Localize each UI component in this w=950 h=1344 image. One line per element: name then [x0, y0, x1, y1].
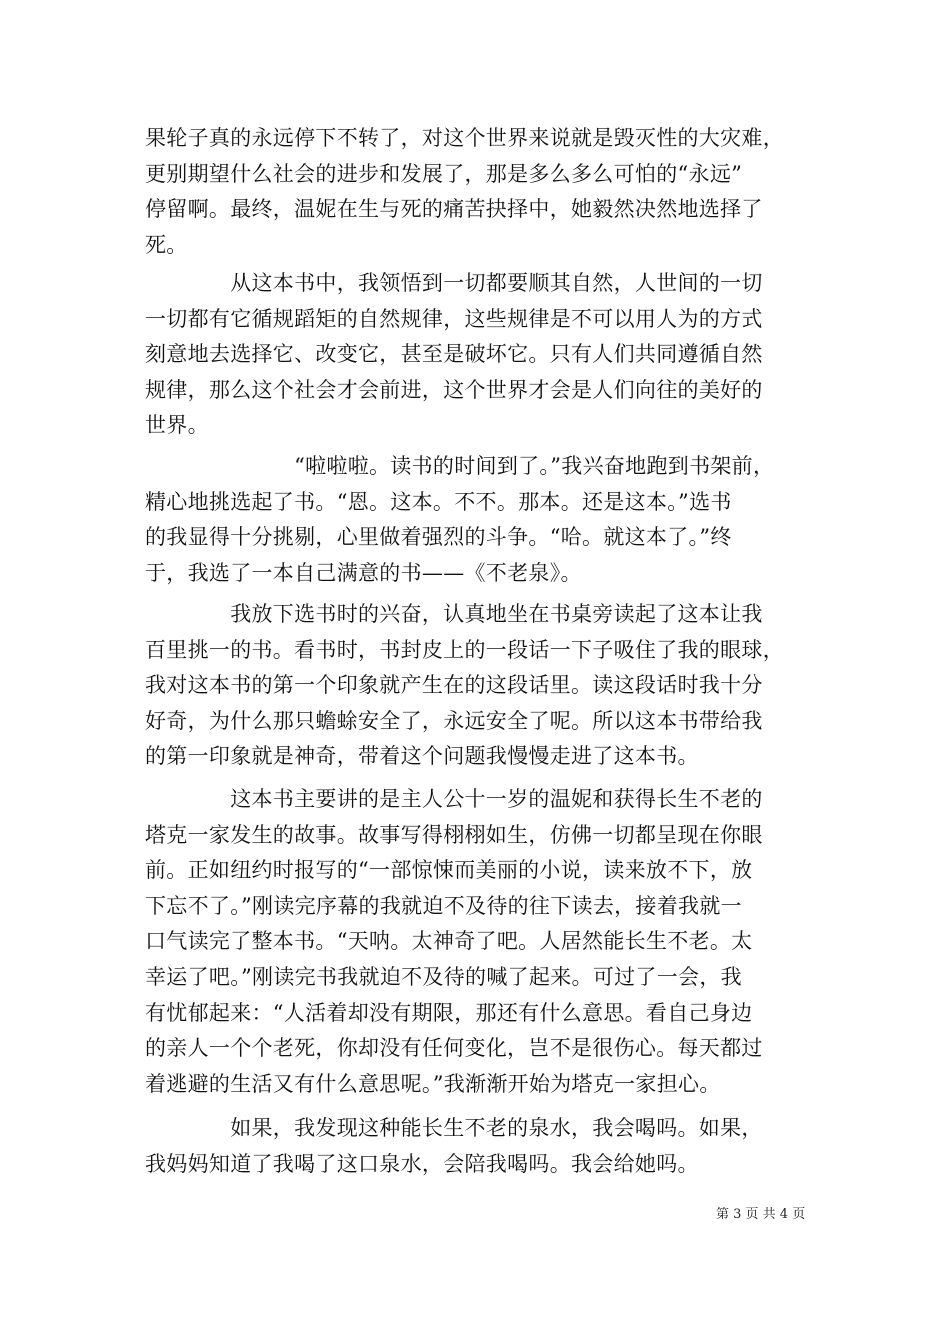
- text-line: 着逃避的生活又有什么意思呢。”我渐渐开始为塔克一家担心。: [145, 1071, 721, 1096]
- text-line: 前。正如纽约时报写的“一部惊悚而美丽的小说，读来放不下，放: [145, 858, 753, 883]
- text-line: 世界。: [145, 413, 209, 438]
- text-line: 果轮子真的永远停下不转了，对这个世界来说就是毁灭性的大灾难，: [145, 126, 784, 150]
- text-line: 于，我选了一本自己满意的书——《不老泉》。: [145, 560, 582, 585]
- text-line: 刻意地去选择它、改变它，甚至是破坏它。只有人们共同遵循自然: [145, 342, 763, 367]
- text-line: 更别期望什么社会的进步和发展了，那是多么多么可怕的“永远”: [145, 161, 743, 186]
- page-number: 第 3 页 共 4 页: [716, 1207, 806, 1222]
- text-line: 下忘不了。”刚读完序幕的我就迫不及待的往下读去，接着我就一: [145, 893, 742, 918]
- text-line: 有忧郁起来：“人活着却没有期限，那还有什么意思。看自己身边: [145, 1000, 753, 1025]
- paragraph-6: [145, 1111, 810, 1182]
- text-line: 口气读完了整本书。“天呐。太神奇了吧。人居然能长生不老。太: [145, 929, 753, 954]
- text-line: 死。: [145, 232, 188, 257]
- text-line: 我妈妈知道了我喝了这口泉水，会陪我喝吗。我会给她吗。: [145, 1151, 699, 1176]
- text-line: 从这本书中，我领悟到一切都要顺其自然，人世间的一切: [145, 271, 763, 295]
- text-line: 我对这本书的第一个印象就产生在的这段话里。读这段话时我十分: [145, 673, 763, 698]
- text-line: “啦啦啦。读书的时间到了。”我兴奋地跑到书架前，: [145, 454, 775, 478]
- text-line: 这本书主要讲的是主人公十一岁的温妮和获得长生不老的: [145, 787, 763, 811]
- text-line: 塔克一家发生的故事。故事写得栩栩如生，仿佛一切都呈现在你眼: [145, 822, 763, 847]
- paragraph-1: [145, 121, 810, 263]
- paragraph-3: [145, 449, 810, 591]
- text-line: 如果，我发现这种能长生不老的泉水，我会喝吗。如果，: [145, 1116, 763, 1140]
- text-line: 的我显得十分挑剔，心里做着强烈的斗争。“哈。就这本了。”终: [145, 525, 732, 550]
- text-line: 一切都有它循规蹈矩的自然规律，这些规律是不可以用人为的方式: [145, 306, 763, 331]
- text-line: 的亲人一个个老死，你却没有任何变化，岂不是很伤心。每天都过: [145, 1036, 763, 1061]
- text-line: 的第一印象就是神奇，带着这个问题我慢慢走进了这本书。: [145, 744, 699, 769]
- text-line: 好奇，为什么那只蟾蜍安全了，永远安全了呢。所以这本书带给我: [145, 708, 763, 733]
- text-line: 停留啊。最终，温妮在生与死的痛苦抉择中，她毅然决然地选择了: [145, 197, 763, 222]
- text-line: 精心地挑选起了书。“恩。这本。不不。那本。还是这本。”选书: [145, 489, 732, 514]
- text-line: 规律，那么这个社会才会前进，这个世界才会是人们向往的美好的: [145, 377, 763, 402]
- text-line: 幸运了吧。”刚读完书我就迫不及待的喊了起来。可过了一会，我: [145, 964, 742, 989]
- paragraph-5: [145, 782, 810, 1102]
- paragraph-2: [145, 266, 810, 444]
- paragraph-4: [145, 597, 810, 775]
- text-line: 百里挑一的书。看书时，书封皮上的一段话一下子吸住了我的眼球，: [145, 637, 784, 662]
- text-line: 我放下选书时的兴奋，认真地坐在书桌旁读起了这本让我: [145, 602, 763, 626]
